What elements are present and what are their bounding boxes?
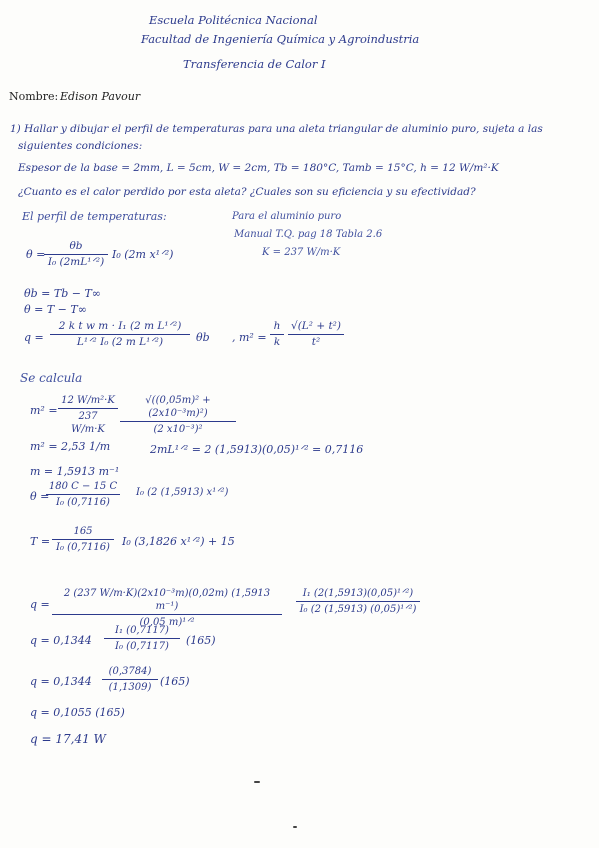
q-general-lhs: q =	[24, 331, 44, 344]
q2-numerator: I₁ (0,7117)	[115, 625, 169, 636]
q-general-numerator: 2 k t w m · I₁ (2 m L¹ᐟ²)	[58, 320, 182, 332]
q2-denominator: I₀ (0,7117)	[115, 641, 169, 652]
q-general-tail: θb	[196, 331, 210, 344]
q5-result: q = 17,41 W	[30, 732, 106, 746]
theta-numeric-rhs: I₀ (2 (1,5913) x¹ᐟ²)	[136, 487, 229, 498]
calc-title: Se calcula	[20, 371, 83, 385]
temperature-lhs: T =	[30, 535, 51, 548]
q1-fraction	[52, 587, 282, 629]
temperature-denominator: I₀ (0,7116)	[56, 542, 110, 553]
m2-root-numerator: √((0,05m)² + (2x10⁻³m)²)	[145, 395, 211, 419]
m2-numerator: 12 W/m²·K	[61, 395, 115, 406]
name-label: Nombre:	[9, 90, 59, 103]
m-definition-root-den: t²	[311, 336, 321, 348]
m2-root-denominator: (2 x10⁻³)²	[153, 424, 203, 435]
q2-lhs: q = 0,1344	[30, 634, 92, 647]
m-definition-fraction	[270, 320, 284, 349]
theta-numeric-fraction	[46, 480, 120, 509]
q-general-denominator: L¹ᐟ² I₀ (2 m L¹ᐟ²)	[76, 336, 164, 348]
q1-ratio-denominator: I₀ (2 (1,5913) (0,05)¹ᐟ²)	[299, 604, 417, 615]
theta-numerator: θb	[69, 240, 83, 252]
m-definition-root-fraction	[288, 320, 344, 349]
faculty-name: Facultad de Ingeniería Química y Agroindustria	[141, 32, 420, 46]
m-definition-numerator: h	[273, 320, 281, 332]
q3-denominator: (1,1309)	[108, 682, 152, 693]
temperature-rhs: I₀ (3,1826 x¹ᐟ²) + 15	[122, 535, 235, 548]
scan-mark	[293, 826, 297, 828]
q4-line: q = 0,1055 (165)	[30, 706, 125, 719]
q1-ratio-numerator: I₁ (2(1,5913)(0,05)¹ᐟ²)	[302, 588, 414, 599]
problem-line-4: ¿Cuanto es el calor perdido por esta aleta? ¿Cuales son su eficiencia y su efectividad?	[18, 186, 476, 198]
q-general-fraction	[50, 320, 190, 349]
theta-lhs: θ =	[26, 248, 46, 261]
q2-fraction	[104, 624, 180, 653]
q1-ratio-fraction	[296, 587, 420, 616]
q3-tail: (165)	[160, 675, 190, 688]
theta-fraction	[44, 240, 108, 269]
m2-lhs: m² =	[30, 404, 58, 417]
theta-numeric-denominator: I₀ (0,7116)	[56, 497, 110, 508]
q1-lhs: q =	[30, 598, 50, 611]
definition-theta: θ = T − T∞	[24, 303, 87, 316]
theta-rhs: I₀ (2m x¹ᐟ²)	[112, 248, 174, 261]
conductivity-value: K = 237 W/m·K	[262, 247, 341, 258]
m-definition-root: √(L² + t²)	[291, 320, 341, 332]
m-value: m = 1,5913 m⁻¹	[30, 465, 120, 478]
reference-line-2: Manual T.Q. pag 18 Tabla 2.6	[234, 229, 383, 240]
scan-mark	[254, 781, 260, 783]
q1-numerator: 2 (237 W/m·K)(2x10⁻³m)(0,02m) (1,5913 m⁻¹)	[63, 588, 271, 612]
definition-theta-b: θb = Tb − T∞	[24, 287, 101, 300]
q2-tail: (165)	[186, 634, 216, 647]
theta-numeric-numerator: 180 C − 15 C	[48, 481, 118, 492]
theta-denominator: I₀ (2mL¹ᐟ²)	[47, 256, 105, 268]
problem-line-2: siguientes condiciones:	[18, 140, 143, 152]
theta-numeric-lhs: θ =	[30, 490, 50, 503]
m2-value: m² = 2,53 1/m	[30, 440, 111, 453]
argument-line: 2mL¹ᐟ² = 2 (1,5913)(0,05)¹ᐟ² = 0,7116	[150, 443, 364, 456]
q3-numerator: (0,3784)	[108, 666, 152, 677]
m2-fraction	[58, 394, 118, 436]
course-name: Transferencia de Calor I	[183, 57, 326, 71]
problem-line-3: Espesor de la base = 2mm, L = 5cm, W = 2cm, Tb = 180°C, Tamb = 15°C, h = 12 W/m²·K	[18, 162, 499, 174]
m2-root-fraction	[120, 394, 236, 436]
school-name: Escuela Politécnica Nacional	[149, 13, 318, 27]
m2-denominator: 237 W/m·K	[71, 411, 105, 435]
reference-line-1: Para el aluminio puro	[232, 211, 342, 222]
profile-title: El perfil de temperaturas:	[22, 210, 167, 223]
temperature-fraction	[52, 525, 114, 554]
problem-line-1: 1) Hallar y dibujar el perfil de temperaturas para una aleta triangular de aluminio puro, sujeta a las	[10, 123, 543, 135]
student-name: Edison Pavour	[60, 90, 141, 103]
m-definition-lhs: , m² =	[232, 331, 267, 344]
q3-fraction	[102, 665, 158, 694]
q1-denominator: (0,05 m)¹ᐟ²	[139, 617, 195, 628]
m-definition-denominator: k	[273, 336, 281, 348]
temperature-numerator: 165	[73, 526, 93, 537]
q3-lhs: q = 0,1344	[30, 675, 92, 688]
